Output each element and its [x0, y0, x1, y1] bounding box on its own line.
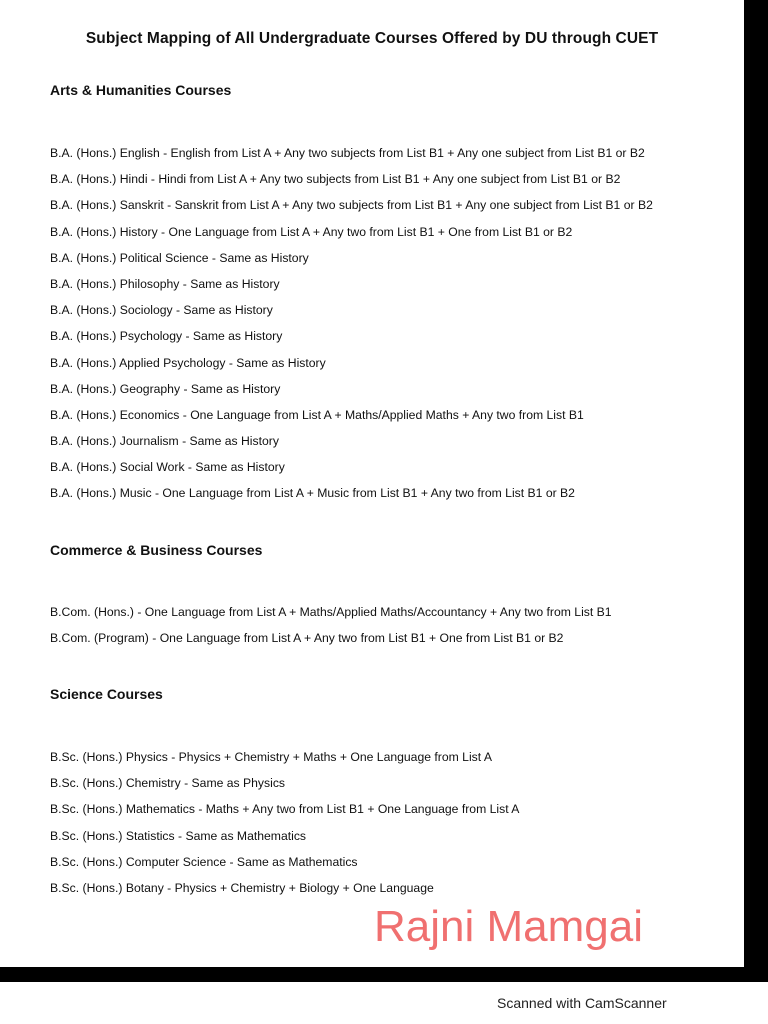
course-item: B.A. (Hons.) English - English from List A + Any two subjects from List B1 + Any one subject from List B1 or B2 [50, 146, 645, 160]
section-heading-arts: Arts & Humanities Courses [50, 82, 232, 98]
course-item: B.Sc. (Hons.) Botany - Physics + Chemistry + Biology + One Language [50, 880, 434, 895]
course-item: B.A. (Hons.) Hindi - Hindi from List A + Any two subjects from List B1 + Any one subject from List B1 or B2 [50, 172, 621, 187]
course-item: B.A. (Hons.) Political Science - Same as History [50, 250, 309, 265]
course-item: B.A. (Hons.) Social Work - Same as History [50, 460, 285, 475]
section-heading-science: Science Courses [50, 686, 163, 702]
course-list-arts [50, 145, 740, 512]
course-item: B.A. (Hons.) Geography - Same as History [50, 381, 281, 396]
course-item: B.A. (Hons.) Applied Psychology - Same as History [50, 355, 326, 370]
scanner-watermark: Scanned with CamScanner [497, 995, 667, 1011]
course-item: B.A. (Hons.) Sanskrit - Sanskrit from List A + Any two subjects from List B1 + Any one subject from List B1 or B2 [50, 198, 653, 213]
course-item: B.Com. (Program) - One Language from List A + Any two from List B1 + One from List B1 or B2 [50, 631, 564, 646]
scan-border-right [744, 0, 768, 982]
course-item: B.Sc. (Hons.) Physics - Physics + Chemistry + Maths + One Language from List A [50, 750, 492, 764]
course-list-commerce [50, 604, 740, 656]
course-item: B.A. (Hons.) Philosophy - Same as History [50, 276, 280, 291]
course-item: B.A. (Hons.) Economics - One Language from List A + Maths/Applied Maths + Any two from List B1 [50, 407, 584, 422]
course-item: B.Sc. (Hons.) Computer Science - Same as Mathematics [50, 854, 358, 869]
section-heading-commerce: Commerce & Business Courses [50, 542, 263, 558]
course-item: B.A. (Hons.) Music - One Language from List A + Music from List B1 + Any two from List B1 or B2 [50, 486, 575, 501]
author-signature: Rajni Mamgai [374, 902, 643, 951]
document-title: Subject Mapping of All Undergraduate Courses Offered by DU through CUET [85, 30, 659, 47]
course-item: B.A. (Hons.) Sociology - Same as History [50, 303, 273, 318]
course-item: B.A. (Hons.) Psychology - Same as History [50, 329, 283, 344]
course-item: B.A. (Hons.) Journalism - Same as History [50, 434, 279, 449]
course-item: B.Sc. (Hons.) Chemistry - Same as Physics [50, 776, 286, 791]
course-item: B.Com. (Hons.) - One Language from List A + Maths/Applied Maths/Accountancy + Any two from List B1 [50, 605, 612, 619]
course-item: B.Sc. (Hons.) Mathematics - Maths + Any two from List B1 + One Language from List A [50, 802, 520, 817]
scan-border-bottom [0, 967, 768, 982]
course-list-science [50, 749, 740, 906]
course-item: B.Sc. (Hons.) Statistics - Same as Mathematics [50, 828, 307, 843]
course-item: B.A. (Hons.) History - One Language from List A + Any two from List B1 + One from List B1 or B2 [50, 224, 573, 239]
